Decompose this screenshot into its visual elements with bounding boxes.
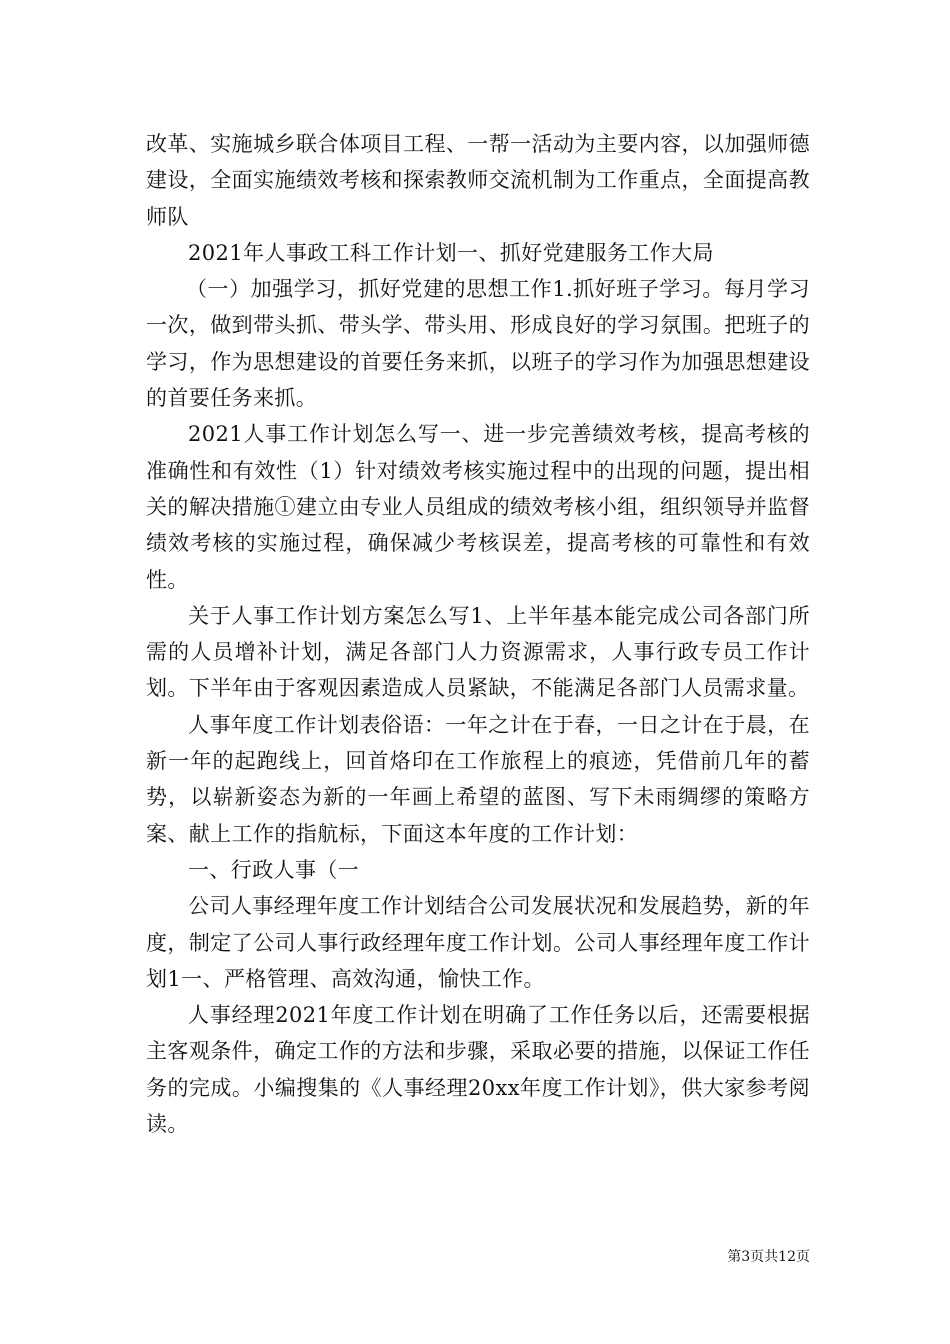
paragraph-continuation: 改革、实施城乡联合体项目工程、一帮一活动为主要内容，以加强师德建设，全面实施绩效考核和探索教师交流机制为工作重点，全面提高教师队	[146, 132, 810, 229]
paragraph-hr-manager-plan: 公司人事经理年度工作计划结合公司发展状况和发展趋势，新的年度，制定了公司人事行政经理年度工作计划。公司人事经理年度工作计划1一、严格管理、高效沟通，愉快工作。	[146, 894, 810, 991]
paragraph-hr-plan-scheme: 关于人事工作计划方案怎么写1、上半年基本能完成公司各部门所需的人员增补计划，满足各部门人力资源需求，人事行政专员工作计划。下半年由于客观因素造成人员紧缺，不能满足各部门人员需求量。	[146, 603, 810, 701]
document-body	[146, 126, 810, 1142]
paragraph-hr-manager-2021: 人事经理2021年度工作计划在明确了工作任务以后，还需要根据主客观条件，确定工作的方法和步骤，采取必要的措施，以保证工作任务的完成。小编搜集的《人事经理20xx年度工作计划》，供大家参考阅读。	[146, 1003, 810, 1137]
page-number-footer: 第3页共12页	[727, 1249, 810, 1265]
paragraph-admin-hr-heading: 一、行政人事（一	[188, 857, 360, 882]
paragraph-study-party-building: （一）加强学习，抓好党建的思想工作1.抓好班子学习。每月学习一次，做到带头抓、带头学、带头用、形成良好的学习氛围。把班子的学习，作为思想建设的首要任务来抓，以班子的学习作为加强思想建设的首要任务来抓。	[146, 277, 810, 411]
paragraph-heading-2021-plan: 2021年人事政工科工作计划一、抓好党建服务工作大局	[188, 240, 714, 265]
paragraph-performance-review: 2021人事工作计划怎么写一、进一步完善绩效考核，提高考核的准确性和有效性（1）针对绩效考核实施过程中的出现的问题，提出相关的解决措施①建立由专业人员组成的绩效考核小组，组织领导并监督绩效考核的实施过程，确保减少考核误差，提高考核的可靠性和有效性。	[146, 422, 810, 592]
paragraph-annual-plan-table: 人事年度工作计划表俗语：一年之计在于春，一日之计在于晨，在新一年的起跑线上，回首烙印在工作旅程上的痕迹，凭借前几年的蓄势，以崭新姿态为新的一年画上希望的蓝图、写下未雨绸缪的策略方案、献上工作的指航标，下面这本年度的工作计划：	[146, 712, 810, 846]
